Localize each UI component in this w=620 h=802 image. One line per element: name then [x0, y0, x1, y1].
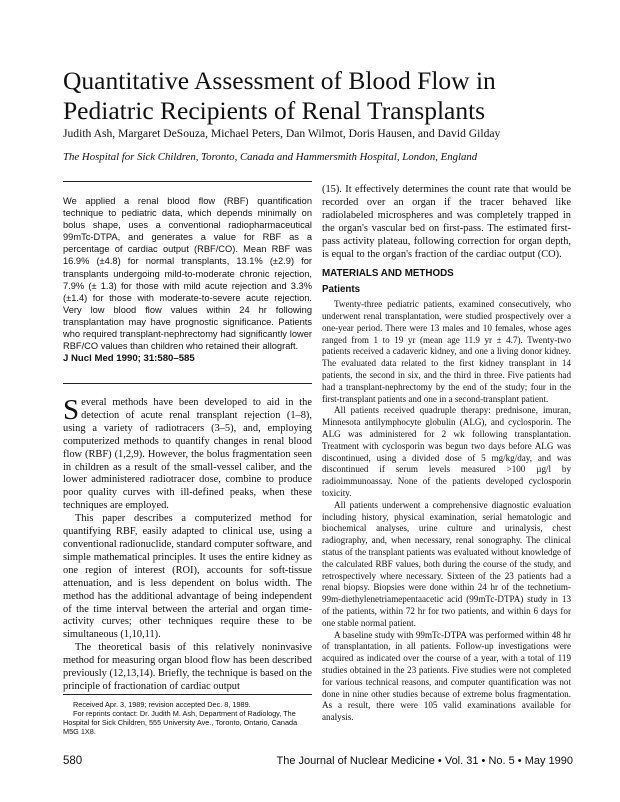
- right-column: [322, 184, 571, 724]
- section-heading: MATERIALS AND METHODS: [322, 268, 454, 280]
- article-title: [63, 66, 583, 126]
- journal-citation: J Nucl Med 1990; 31:580–585: [63, 353, 195, 364]
- patients-paragraph-4: A baseline study with 99mTc-DTPA was performed within 48 hr of transplantation, in all patients. Follow-up investigations were acquired as indicated over the course of a year, with a total of 119 studies obtained in the 23 patients. Five studies were not completed for various technical reasons, and computer quantification was not done in nine other studies because of extreme bolus fragmentation. As a result, there were 105 valid examinations available for analysis.: [322, 629, 571, 723]
- affiliation: The Hospital for Sick Children, Toronto, Canada and Hammersmith Hospital, London, England: [63, 151, 478, 163]
- intro-paragraph-3: The theoretical basis of this relatively noninvasive method for measuring organ blood flow has been described previously (12,13,14). Briefly, the technique is based on the principle of fractionation of cardiac output: [63, 642, 312, 692]
- drop-cap: S: [63, 394, 80, 426]
- title-line-1: Quantitative Assessment of Blood Flow in: [63, 66, 496, 95]
- author-list: Judith Ash, Margaret DeSouza, Michael Peters, Dan Wilmot, Doris Hausen, and David Gilday: [63, 127, 501, 140]
- title-line-2: Pediatric Recipients of Renal Transplants: [63, 96, 486, 125]
- footnote-rule: [63, 694, 312, 695]
- page-number: 580: [63, 755, 83, 767]
- abstract-bottom-rule: [63, 383, 312, 384]
- patients-paragraph-1: Twenty-three pediatric patients, examined consecutively, who underwent renal transplantation, were studied prospectively over a one-year period. There were 13 males and 10 females, whose ages ranged from 1 to 19 yr (mean age 11.9 yr ± 4.7). Twenty-two patients received a cadaveric kidney, and one a living donor kidney. The evaluated data related to the first kidney transplant in 14 patients, the second in six, and the third in three. Five patients had had a transplant-nephrectomy by the end of the study; four in the first-transplant patients and one in a second-transplant patient.: [322, 299, 571, 404]
- received-note: Received Apr. 3, 1989; revision accepted Dec. 8, 1989.: [73, 700, 251, 709]
- patients-paragraph-3: All patients underwent a comprehensive diagnostic evaluation including history, physical examination, serial hematologic and biochemical analyses, urine culture and urinalysis, chest radiography, and, when necessary, renal sonography. The clinical status of the transplant patients was evaluated without knowledge of the calculated RBF values, both during the course of the study, and retrospectively where necessary. Sixteen of the 23 patients had a renal biopsy. Biopsies were done within 24 hr of the technetium-99m-diethylenetriamepentaacetic acid (99mTc-DTPA) study in 13 of the patients, within 72 hr for two patients, and within 6 days for one stable normal patient.: [322, 499, 571, 628]
- abstract: We applied a renal blood flow (RBF) quantification technique to pediatric data, which depends minimally on bolus shape, uses a conventional radiopharmaceutical 99mTc-DTPA, and generates a value for RBF as a percentage of cardiac output (RBF/CO). Mean RBF was 16.9% (±4.8) for normal transplants, 13.1% (±2.9) for transplants undergoing mild-to-moderate chronic rejection, 7.9% (± 1.3) for those with mild acute rejection and 3.3% (±1.4) for those with moderate-to-severe acute rejection. Very low blood flow values within 24 hr following transplantation may have prognostic significance. Patients who required transplant-nephrectomy had significantly lower RBF/CO values than children who retained their allograft.: [63, 196, 312, 352]
- intro-text: [63, 394, 312, 694]
- intro-paragraph-1: Several methods have been developed to aid in the detection of acute renal transplant rejection (1–8), using a variety of radiotracers (3–5), and, employing computerized methods to quantify changes in renal blood flow (RBF) (1,2,9). However, the bolus fragmentation seen in children as a result of the small-vessel caliber, and the lower administered radiotracer dose, combine to produce poor quality curves with ill-defined peaks, when these techniques are employed.: [63, 394, 312, 512]
- page-footer: [63, 755, 573, 769]
- reprint-note: For reprints contact: Dr. Judith M. Ash, Department of Radiology, The Hospital for Sick Children, 555 University Ave., Toronto, Ontario, Canada M5G 1X8.: [63, 709, 298, 737]
- intro-paragraph-2: This paper describes a computerized method for quantifying RBF, easily adapted to clinical use, using a conventional radionuclide, standard computer software, and simple mathematical principles. It uses the entire kidney as one region of interest (ROI), accounts for soft-tissue attenuation, and is less dependent on bolus width. The method has the additional advantage of being independent of the time interval between the arterial and organ time-activity curves; other techniques require these to be simultaneous (1,10,11).: [63, 513, 312, 641]
- subsection-heading: Patients: [322, 284, 361, 296]
- footnotes: [63, 700, 312, 736]
- journal-footer: The Journal of Nuclear Medicine • Vol. 31 • No. 5 • May 1990: [276, 755, 573, 767]
- continued-paragraph: (15). It effectively determines the count rate that would be recorded over an organ if the tracer behaved like radiolabeled microspheres and was completely trapped in the organ's vascular bed on first-pass. The estimated first-pass activity plateau, following correction for organ depth, is equal to the organ's fraction of the cardiac output (CO).: [322, 184, 571, 260]
- abstract-top-rule: [63, 181, 312, 182]
- patients-paragraph-2: All patients received quadruple therapy: prednisone, imuran, Minnesota antilymphocyte globulin (ALG), and cyclosporin. The ALG was administered for 2 wk following transplantation. Treatment with cyclosporin was begun two days before ALG was discontinued, using a divided dose of 5 mg/kg/day, and was discontinued if serum levels measured >100 µg/l by radioimmunoassay. None of the patients developed cyclosporin toxicity.: [322, 405, 571, 498]
